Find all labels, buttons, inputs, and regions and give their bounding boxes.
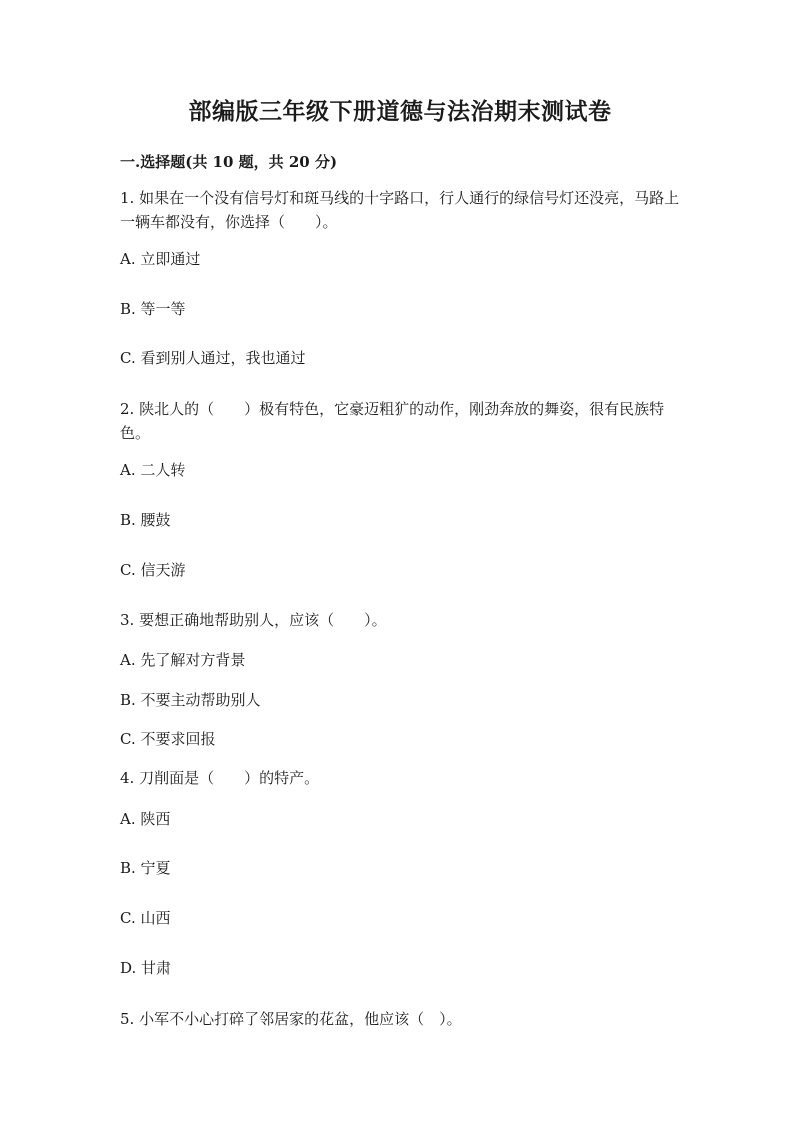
question-1-option-a: A. 立即通过	[120, 250, 201, 268]
question-1-option-b: B. 等一等	[120, 300, 186, 318]
question-3-option-c: C. 不要求回报	[120, 730, 216, 748]
question-3-option-b: B. 不要主动帮助别人	[120, 691, 261, 709]
question-4-option-c: C. 山西	[120, 909, 171, 927]
question-3-text: 3. 要想正确地帮助别人，应该（ ）。	[120, 611, 387, 629]
question-3-option-a: A. 先了解对方背景	[120, 651, 246, 669]
question-1-option-c: C. 看到别人通过，我也通过	[120, 349, 306, 367]
question-4-text: 4. 刀削面是（ ）的特产。	[120, 769, 320, 787]
page-title: 部编版三年级下册道德与法治期末测试卷	[188, 98, 612, 125]
question-2-option-a: A. 二人转	[120, 461, 186, 479]
question-5-text: 5. 小军不小心打碎了邻居家的花盆，他应该（ ）。	[120, 1010, 462, 1028]
question-4-option-d: D. 甘肃	[120, 959, 172, 977]
question-2-text: 2. 陕北人的（ ）极有特色，它豪迈粗犷的动作，刚劲奔放的舞姿，很有民族特色。	[120, 400, 665, 442]
question-4-option-a: A. 陕西	[120, 810, 171, 828]
question-1-text: 1. 如果在一个没有信号灯和斑马线的十字路口，行人通行的绿信号灯还没亮，马路上一辆车都没有，你选择（ ）。	[120, 189, 680, 231]
question-2-option-b: B. 腰鼓	[120, 511, 171, 529]
section-heading: 一.选择题(共 10 题，共 20 分)	[120, 153, 338, 171]
question-4-option-b: B. 宁夏	[120, 859, 171, 877]
question-2-option-c: C. 信天游	[120, 561, 186, 579]
